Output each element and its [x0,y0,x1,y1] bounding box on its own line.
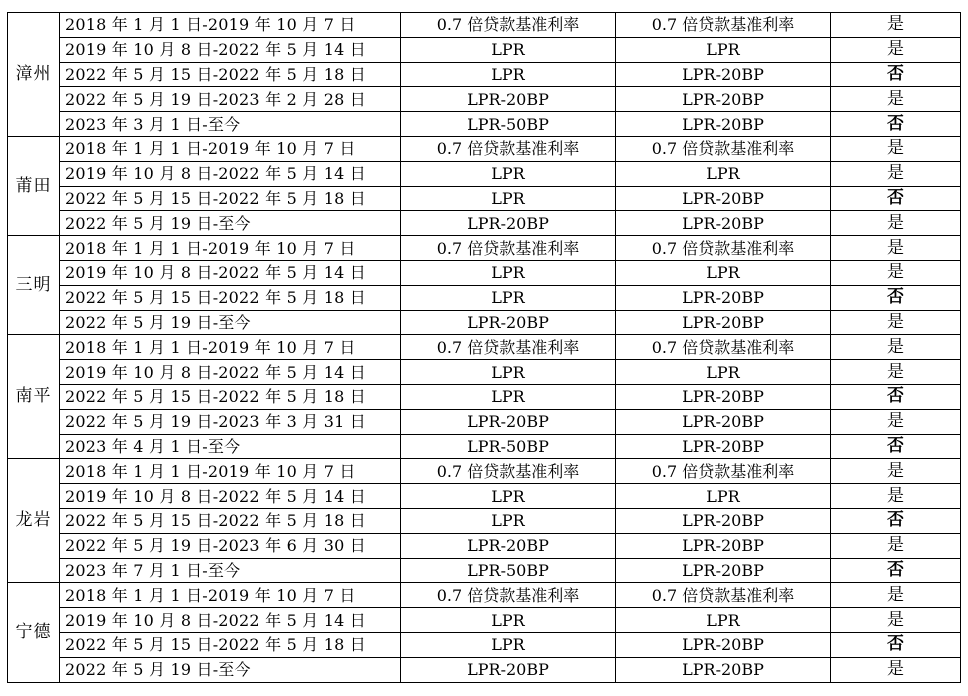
rate-b-cell: LPR [616,484,831,509]
table-row [8,62,961,87]
table-row [8,558,961,583]
rate-a-cell: LPR [401,37,616,62]
table-row [8,112,961,137]
flag-cell: 否 [831,285,961,310]
table-row [8,285,961,310]
rate-a-cell: LPR [401,260,616,285]
table-row [8,161,961,186]
flag-cell: 否 [831,508,961,533]
flag-cell: 是 [831,87,961,112]
flag-cell: 是 [831,533,961,558]
period-cell: 2022 年 5 月 15 日-2022 年 5 月 18 日 [60,508,401,533]
rate-a-cell: 0.7 倍贷款基准利率 [401,136,616,161]
flag-cell: 否 [831,112,961,137]
city-cell: 南平 [8,335,60,459]
period-cell: 2023 年 4 月 1 日-至今 [60,434,401,459]
rate-a-cell: LPR-20BP [401,533,616,558]
city-cell: 龙岩 [8,459,60,583]
table-row [8,13,961,38]
table-row [8,434,961,459]
period-cell: 2023 年 7 月 1 日-至今 [60,558,401,583]
rate-a-cell: LPR-20BP [401,211,616,236]
rate-a-cell: 0.7 倍贷款基准利率 [401,236,616,261]
rate-b-cell: LPR-20BP [616,186,831,211]
rate-a-cell: LPR [401,62,616,87]
rate-a-cell: 0.7 倍贷款基准利率 [401,13,616,38]
rate-b-cell: LPR-20BP [616,434,831,459]
rate-b-cell: LPR-20BP [616,632,831,657]
rate-b-cell: LPR [616,161,831,186]
rate-b-cell: LPR-20BP [616,409,831,434]
flag-cell: 是 [831,335,961,360]
period-cell: 2022 年 5 月 19 日-2023 年 3 月 31 日 [60,409,401,434]
rate-b-cell: LPR [616,260,831,285]
period-cell: 2018 年 1 月 1 日-2019 年 10 月 7 日 [60,136,401,161]
document-page [7,12,961,683]
table-row [8,583,961,608]
flag-cell: 是 [831,13,961,38]
rate-a-cell: LPR-20BP [401,409,616,434]
rate-a-cell: LPR [401,508,616,533]
rate-a-cell: LPR [401,285,616,310]
rate-a-cell: 0.7 倍贷款基准利率 [401,459,616,484]
rate-b-cell: LPR-20BP [616,285,831,310]
rate-b-cell: LPR-20BP [616,211,831,236]
period-cell: 2018 年 1 月 1 日-2019 年 10 月 7 日 [60,335,401,360]
rate-a-cell: LPR [401,384,616,409]
flag-cell: 否 [831,632,961,657]
flag-cell: 是 [831,37,961,62]
table-row [8,211,961,236]
table-row [8,87,961,112]
period-cell: 2022 年 5 月 15 日-2022 年 5 月 18 日 [60,62,401,87]
flag-cell: 是 [831,260,961,285]
rate-b-cell: LPR-20BP [616,558,831,583]
rate-a-cell: 0.7 倍贷款基准利率 [401,335,616,360]
table-row [8,632,961,657]
flag-cell: 否 [831,62,961,87]
period-cell: 2022 年 5 月 19 日-至今 [60,310,401,335]
city-cell: 漳州 [8,13,60,137]
flag-cell: 否 [831,186,961,211]
table-row [8,484,961,509]
period-cell: 2018 年 1 月 1 日-2019 年 10 月 7 日 [60,13,401,38]
rate-a-cell: LPR-20BP [401,87,616,112]
table-body [8,13,961,683]
flag-cell: 否 [831,434,961,459]
table-row [8,384,961,409]
rate-b-cell: LPR-20BP [616,508,831,533]
table-row [8,508,961,533]
rate-b-cell: LPR [616,37,831,62]
rate-a-cell: LPR-20BP [401,310,616,335]
period-cell: 2019 年 10 月 8 日-2022 年 5 月 14 日 [60,484,401,509]
table-row [8,335,961,360]
period-cell: 2018 年 1 月 1 日-2019 年 10 月 7 日 [60,459,401,484]
period-cell: 2018 年 1 月 1 日-2019 年 10 月 7 日 [60,583,401,608]
rate-a-cell: LPR [401,608,616,633]
table-row [8,657,961,682]
rate-a-cell: LPR [401,360,616,385]
table-row [8,37,961,62]
period-cell: 2022 年 5 月 15 日-2022 年 5 月 18 日 [60,384,401,409]
rate-b-cell: LPR-20BP [616,533,831,558]
flag-cell: 是 [831,484,961,509]
table-row [8,260,961,285]
period-cell: 2022 年 5 月 15 日-2022 年 5 月 18 日 [60,186,401,211]
table-row [8,409,961,434]
period-cell: 2022 年 5 月 19 日-2023 年 6 月 30 日 [60,533,401,558]
flag-cell: 是 [831,360,961,385]
table-row [8,459,961,484]
flag-cell: 是 [831,459,961,484]
flag-cell: 是 [831,236,961,261]
flag-cell: 是 [831,583,961,608]
period-cell: 2022 年 5 月 19 日-至今 [60,657,401,682]
table-row [8,236,961,261]
period-cell: 2019 年 10 月 8 日-2022 年 5 月 14 日 [60,37,401,62]
flag-cell: 是 [831,608,961,633]
rate-a-cell: 0.7 倍贷款基准利率 [401,583,616,608]
flag-cell: 是 [831,310,961,335]
period-cell: 2022 年 5 月 19 日-至今 [60,211,401,236]
city-cell: 莆田 [8,136,60,235]
period-cell: 2018 年 1 月 1 日-2019 年 10 月 7 日 [60,236,401,261]
rate-a-cell: LPR-50BP [401,558,616,583]
table-row [8,608,961,633]
period-cell: 2019 年 10 月 8 日-2022 年 5 月 14 日 [60,608,401,633]
rate-b-cell: 0.7 倍贷款基准利率 [616,583,831,608]
rate-b-cell: 0.7 倍贷款基准利率 [616,13,831,38]
flag-cell: 是 [831,161,961,186]
rate-b-cell: LPR [616,608,831,633]
rate-b-cell: LPR-20BP [616,657,831,682]
flag-cell: 是 [831,136,961,161]
rate-a-cell: LPR [401,632,616,657]
rate-b-cell: LPR [616,360,831,385]
rate-b-cell: 0.7 倍贷款基准利率 [616,335,831,360]
period-cell: 2022 年 5 月 15 日-2022 年 5 月 18 日 [60,285,401,310]
city-cell: 宁德 [8,583,60,682]
table-row [8,310,961,335]
rate-b-cell: 0.7 倍贷款基准利率 [616,136,831,161]
table-row [8,186,961,211]
rate-b-cell: 0.7 倍贷款基准利率 [616,459,831,484]
city-cell: 三明 [8,236,60,335]
period-cell: 2019 年 10 月 8 日-2022 年 5 月 14 日 [60,161,401,186]
flag-cell: 否 [831,384,961,409]
period-cell: 2019 年 10 月 8 日-2022 年 5 月 14 日 [60,360,401,385]
rate-a-cell: LPR [401,484,616,509]
rate-comparison-table [7,12,961,683]
rate-a-cell: LPR-50BP [401,112,616,137]
flag-cell: 是 [831,657,961,682]
rate-b-cell: LPR-20BP [616,87,831,112]
rate-a-cell: LPR-50BP [401,434,616,459]
rate-b-cell: LPR-20BP [616,112,831,137]
rate-a-cell: LPR [401,186,616,211]
table-row [8,533,961,558]
flag-cell: 是 [831,409,961,434]
table-row [8,136,961,161]
flag-cell: 否 [831,558,961,583]
rate-b-cell: LPR-20BP [616,384,831,409]
period-cell: 2019 年 10 月 8 日-2022 年 5 月 14 日 [60,260,401,285]
rate-b-cell: LPR-20BP [616,62,831,87]
rate-a-cell: LPR-20BP [401,657,616,682]
period-cell: 2023 年 3 月 1 日-至今 [60,112,401,137]
table-row [8,360,961,385]
rate-a-cell: LPR [401,161,616,186]
rate-b-cell: LPR-20BP [616,310,831,335]
period-cell: 2022 年 5 月 19 日-2023 年 2 月 28 日 [60,87,401,112]
period-cell: 2022 年 5 月 15 日-2022 年 5 月 18 日 [60,632,401,657]
rate-b-cell: 0.7 倍贷款基准利率 [616,236,831,261]
flag-cell: 是 [831,211,961,236]
